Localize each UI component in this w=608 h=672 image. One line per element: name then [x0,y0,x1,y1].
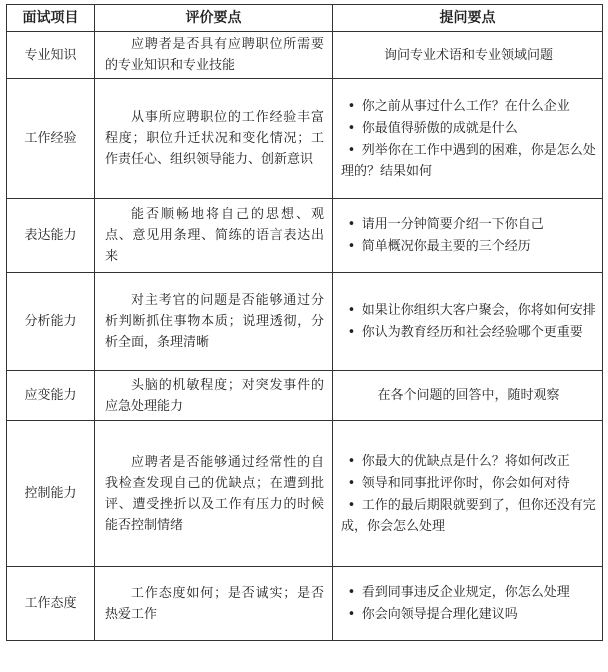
question-text: 领导和同事批评你时，你会如何对待 [361,475,570,491]
question-text: 你最值得骄傲的成就是什么 [361,120,518,136]
bullet-icon: • [347,120,356,136]
bullet-icon: • [347,325,356,340]
header-questions: 提问要点 [333,5,603,32]
table-row [7,199,603,273]
interview-criteria-table [6,4,603,641]
bullet-icon: • [347,239,356,254]
bullet-icon: • [347,607,356,622]
header-row [7,5,603,32]
evaluation-text: 工作态度如何；是否诚实；是否热爱工作 [105,585,324,622]
question-text: 看到同事违反企业规定，你怎么处理 [361,585,570,600]
bullet-icon: • [347,475,356,491]
item-name: 应变能力 [7,371,95,421]
question-item [341,236,596,257]
question-text: 列举你在工作中遇到的困难，你是怎么处理的？结果如何 [341,142,596,179]
evaluation-text: 应聘者是否能够通过经常性的自我检查发现自己的优缺点；在遭到批评、遭受挫折以及工作有压力的时候能否控制情绪 [105,454,324,533]
question-text: 你最大的优缺点是什么？将如何改正 [361,453,570,469]
evaluation-cell [95,273,333,371]
evaluation-cell [95,421,333,567]
evaluation-cell [95,567,333,641]
questions-cell [333,371,603,421]
bullet-icon: • [347,585,356,600]
question-item [341,495,596,537]
bullet-icon: • [347,303,356,318]
question-text: 请用一分钟简要介绍一下你自己 [361,217,544,232]
question-text: 你认为教育经历和社会经验哪个更重要 [361,325,583,340]
question-item [341,118,596,139]
item-name: 工作态度 [7,567,95,641]
questions-cell [333,79,603,199]
questions-cell [333,567,603,641]
question-text: 询问专业术语和专业领域问题 [383,47,553,63]
evaluation-text: 能否顺畅地将自己的思想、观点、意见用条理、简练的语言表达出来 [105,207,324,264]
question-text: 如果让你组织大客户聚会，你将如何安排 [361,303,596,318]
table-row [7,371,603,421]
header-evaluation: 评价要点 [95,5,333,32]
table-row [7,32,603,79]
question-item [341,385,596,406]
item-name: 工作经验 [7,79,95,199]
table-row [7,421,603,567]
bullet-icon: • [347,142,356,158]
evaluation-text: 从事所应聘职位的工作经验丰富程度；职位升迁状况和变化情况；工作责任心、组织领导能力、创新意识 [105,110,324,167]
questions-cell [333,199,603,273]
evaluation-cell [95,32,333,79]
question-item [341,322,596,343]
questions-cell [333,32,603,79]
table-row [7,273,603,371]
evaluation-text: 头脑的机敏程度；对突发事件的应急处理能力 [105,377,324,414]
item-name: 分析能力 [7,273,95,371]
evaluation-cell [95,199,333,273]
bullet-icon: • [347,98,356,114]
question-item [341,473,596,494]
questions-cell [333,421,603,567]
question-text: 在各个问题的回答中，随时观察 [377,388,560,403]
table-row [7,79,603,199]
question-item [341,582,596,603]
evaluation-cell [95,79,333,199]
header-item: 面试项目 [7,5,95,32]
question-item [341,140,596,182]
bullet-icon: • [347,453,356,469]
bullet-icon: • [347,497,356,513]
evaluation-text: 应聘者是否具有应聘职位所需要的专业知识和专业技能 [105,37,324,73]
questions-cell [333,273,603,371]
question-item [341,96,596,117]
evaluation-text: 对主考官的问题是否能够通过分析判断抓住事物本质；说理透彻，分析全面，条理清晰 [105,293,324,350]
question-item [341,451,596,472]
question-item [341,45,596,66]
table-row [7,567,603,641]
question-text: 你会向领导提合理化建议吗 [361,607,518,622]
item-name: 表达能力 [7,199,95,273]
bullet-icon: • [347,217,356,232]
question-item [341,214,596,235]
question-item [341,300,596,321]
question-text: 你之前从事过什么工作？在什么企业 [361,98,570,114]
item-name: 控制能力 [7,421,95,567]
evaluation-cell [95,371,333,421]
question-text: 工作的最后期限就要到了，但你还没有完成，你会怎么处理 [341,497,596,534]
question-item [341,604,596,625]
item-name: 专业知识 [7,32,95,79]
question-text: 简单概况你最主要的三个经历 [361,239,531,254]
